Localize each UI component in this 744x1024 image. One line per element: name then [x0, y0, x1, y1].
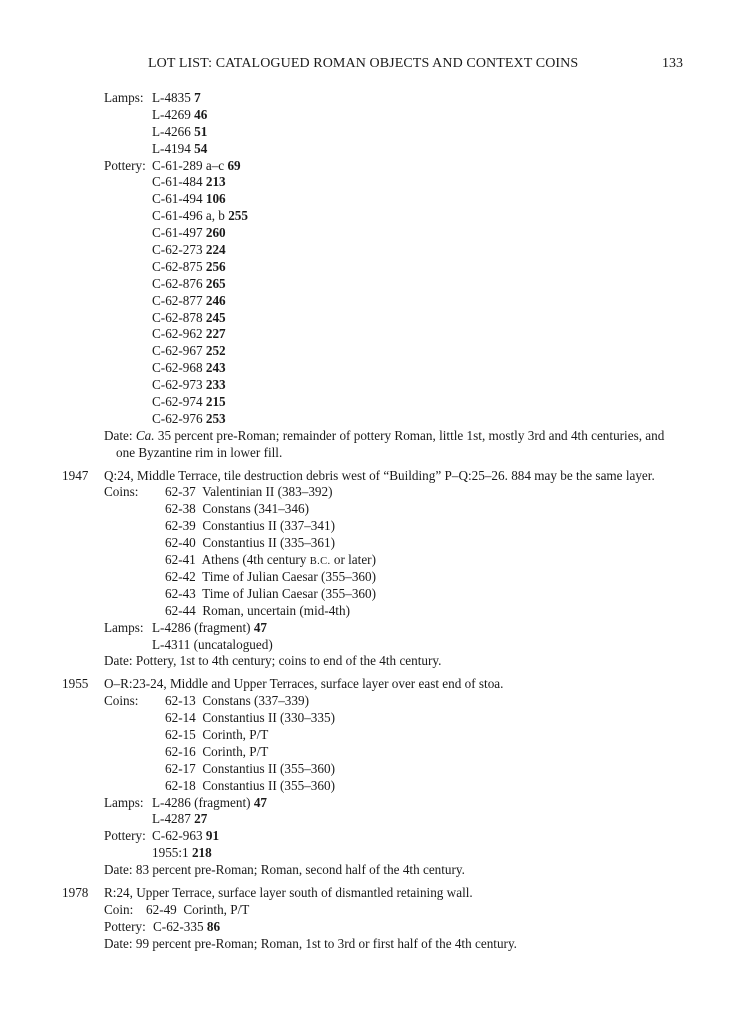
inventory-number: L-4287	[152, 811, 191, 827]
inventory-number: C-62-876	[152, 275, 203, 291]
era-abbreviation: B.C.	[309, 556, 331, 568]
lot-1978	[0, 885, 744, 953]
list-item	[0, 569, 744, 586]
list-item	[0, 411, 744, 428]
list-item	[0, 225, 744, 242]
list-item	[0, 620, 744, 637]
catalogue-number: 46	[194, 106, 208, 122]
catalogue-number: 213	[205, 174, 226, 190]
catalogue-number: 256	[205, 258, 226, 274]
coin-description: Valentinian II (383–392)	[202, 484, 333, 500]
coin-inventory: 62-14	[165, 710, 196, 726]
lot-number: 1978	[62, 884, 89, 900]
coin-description: Time of Julian Caesar (355–360)	[202, 568, 376, 584]
inventory-number: C-61-494	[152, 191, 203, 207]
list-item	[0, 552, 744, 569]
lot-description: Q:24, Middle Terrace, tile destruction debris west of “Building” P–Q:25–26. 884 may be the same layer.	[104, 467, 655, 483]
catalogue-number: 224	[205, 242, 226, 258]
coin-description: Corinth, P/T	[183, 901, 250, 917]
inventory-number: C-62-335	[153, 918, 204, 934]
list-item	[0, 293, 744, 310]
list-item	[0, 90, 744, 107]
lot-1955	[0, 676, 744, 879]
catalogue-number: 69	[227, 157, 241, 173]
catalogue-number: 106	[205, 191, 226, 207]
coin-inventory: 62-16	[165, 743, 196, 759]
coin-inventory: 62-17	[165, 760, 196, 776]
coin-description: Corinth, P/T	[202, 726, 269, 742]
inventory-number: C-62-273	[152, 242, 203, 258]
list-item	[0, 360, 744, 377]
coin-description: Constans (341–346)	[202, 501, 309, 517]
coins-label: Coins:	[104, 484, 139, 500]
coin-inventory: 62-38	[165, 501, 196, 517]
pottery-label: Pottery:	[104, 828, 146, 844]
date-text: Date: Pottery, 1st to 4th century; coins to end of the 4th century.	[104, 653, 442, 669]
coin-description: Corinth, P/T	[202, 743, 269, 759]
inventory-number: C-62-976	[152, 410, 203, 426]
list-item	[0, 259, 744, 276]
catalogue-number: 91	[205, 828, 220, 844]
list-item	[0, 535, 744, 552]
coin-description: Constans (337–339)	[202, 693, 309, 709]
lot-1947	[0, 468, 744, 671]
coin-inventory: 62-18	[165, 777, 196, 793]
pottery-label: Pottery:	[104, 157, 146, 173]
list-item	[0, 744, 744, 761]
inventory-number: 1955:1	[152, 845, 189, 861]
lot-number: 1955	[62, 676, 89, 692]
catalogue-number: 47	[253, 619, 267, 635]
inventory-number: C-62-973	[152, 377, 203, 393]
list-item	[0, 586, 744, 603]
list-item	[0, 845, 744, 862]
catalogue-number: 47	[253, 794, 267, 810]
lot-number: 1947	[62, 467, 89, 483]
list-item	[0, 828, 744, 845]
lot-heading	[0, 676, 744, 693]
coin-description: Roman, uncertain (mid-4th)	[202, 602, 350, 618]
list-item	[0, 501, 744, 518]
pottery-label: Pottery:	[104, 918, 146, 934]
catalogue-number: 215	[205, 394, 226, 410]
list-item	[0, 191, 744, 208]
list-item	[0, 377, 744, 394]
list-item	[0, 174, 744, 191]
catalogue-number: 265	[205, 275, 226, 291]
list-item	[0, 141, 744, 158]
catalogue-number: 7	[194, 90, 201, 105]
list-item	[0, 761, 744, 778]
catalogue-number: 218	[191, 845, 212, 861]
date-text-continued: one Byzantine rim in lower fill.	[116, 444, 283, 460]
coin-description: Time of Julian Caesar (355–360)	[202, 585, 376, 601]
list-item	[0, 778, 744, 795]
inventory-number: C-61-497	[152, 225, 203, 241]
date-text: Date: 99 percent pre-Roman; Roman, 1st to 3rd or first half of the 4th century.	[104, 935, 517, 951]
lot-heading	[0, 468, 744, 485]
coin-description: Constantius II (335–361)	[202, 535, 335, 551]
coin-description: Constantius II (330–335)	[202, 710, 335, 726]
date-line-continued	[0, 445, 744, 462]
coins-label: Coins:	[104, 693, 139, 709]
catalogue-number: 27	[194, 811, 208, 827]
list-item	[0, 919, 744, 936]
lot-heading	[0, 885, 744, 902]
coin-description: Constantius II (355–360)	[202, 760, 335, 776]
date-ca: Ca.	[135, 427, 155, 443]
list-item	[0, 326, 744, 343]
lamps-label: Lamps:	[104, 794, 144, 810]
list-item	[0, 343, 744, 360]
coin-description: Constantius II (337–341)	[202, 518, 335, 534]
coin-description: Constantius II (355–360)	[202, 777, 335, 793]
lamps-label: Lamps:	[104, 619, 144, 635]
list-item	[0, 518, 744, 535]
coin-inventory: 62-43	[165, 585, 196, 601]
coin-inventory: 62-42	[165, 568, 196, 584]
catalogue-number: 252	[205, 343, 226, 359]
coin-inventory: 62-13	[165, 693, 196, 709]
catalogue-number: 260	[205, 225, 226, 241]
date-prefix: Date:	[104, 427, 136, 443]
coin-description: Athens (4th century	[201, 552, 307, 568]
inventory-number: C-62-877	[152, 292, 203, 308]
lamps-label: Lamps:	[104, 90, 144, 105]
catalogue-number: 255	[228, 208, 248, 224]
list-item	[0, 902, 744, 919]
coin-inventory: 62-39	[165, 518, 196, 534]
inventory-number: C-62-875	[152, 258, 203, 274]
catalogue-number: 51	[194, 123, 208, 139]
list-item	[0, 208, 744, 225]
coin-inventory: 62-41	[165, 552, 196, 568]
list-item	[0, 394, 744, 411]
coin-inventory: 62-37	[165, 484, 196, 500]
inventory-number: C-62-878	[152, 309, 203, 325]
inventory-number: L-4266	[152, 123, 191, 139]
inventory-number: C-61-484	[152, 174, 203, 190]
lot-description: O–R:23-24, Middle and Upper Terraces, surface layer over east end of stoa.	[104, 676, 504, 692]
list-item	[0, 693, 744, 710]
catalogue-number: 54	[194, 140, 208, 156]
inventory-number: C-61-496 a, b	[152, 208, 225, 224]
coin-description-end: or later)	[330, 552, 376, 568]
catalogue-number: 233	[205, 377, 226, 393]
list-item	[0, 484, 744, 501]
inventory-number: L-4286 (fragment)	[152, 619, 251, 635]
list-item	[0, 710, 744, 727]
inventory-number: L-4194	[152, 140, 191, 156]
coin-inventory: 62-15	[165, 726, 196, 742]
inventory-number: L-4835	[152, 90, 191, 105]
catalogue-number: 245	[205, 309, 226, 325]
catalogue-number: 86	[206, 918, 221, 934]
list-item	[0, 242, 744, 259]
list-item	[0, 276, 744, 293]
catalogue-number: 246	[205, 292, 226, 308]
inventory-number: C-62-963	[152, 828, 203, 844]
list-item	[0, 795, 744, 812]
list-item	[0, 637, 744, 654]
date-line	[0, 936, 744, 953]
running-header	[0, 56, 744, 74]
inventory-number: C-62-962	[152, 326, 203, 342]
coin-inventory: 62-40	[165, 535, 196, 551]
list-item	[0, 727, 744, 744]
inventory-number: L-4269	[152, 106, 191, 122]
catalogue-number: 227	[205, 326, 226, 342]
lot-list	[0, 90, 744, 953]
inventory-number: C-61-289 a–c	[152, 157, 225, 173]
date-text: 35 percent pre-Roman; remainder of pottery Roman, little 1st, mostly 3rd and 4th centuries, and	[154, 427, 665, 443]
inventory-number: C-62-968	[152, 360, 203, 376]
list-item	[0, 811, 744, 828]
catalogue-number: 253	[205, 410, 226, 426]
inventory-number: L-4311 (uncatalogued)	[152, 636, 273, 652]
inventory-number: L-4286 (fragment)	[152, 794, 251, 810]
list-item	[0, 603, 744, 620]
page-number: 133	[662, 56, 683, 71]
date-line	[0, 653, 744, 670]
lot-continued	[0, 90, 744, 462]
coin-inventory: 62-49	[146, 901, 177, 917]
inventory-number: C-62-967	[152, 343, 203, 359]
coin-inventory: 62-44	[165, 602, 196, 618]
catalogue-number: 243	[205, 360, 226, 376]
date-line	[0, 428, 744, 445]
list-item	[0, 158, 744, 175]
list-item	[0, 107, 744, 124]
date-text: Date: 83 percent pre-Roman; Roman, second half of the 4th century.	[104, 862, 465, 878]
inventory-number: C-62-974	[152, 394, 203, 410]
date-line	[0, 862, 744, 879]
coin-label: Coin:	[104, 901, 134, 917]
list-item	[0, 310, 744, 327]
list-item	[0, 124, 744, 141]
lot-description: R:24, Upper Terrace, surface layer south of dismantled retaining wall.	[104, 884, 473, 900]
running-title: LOT LIST: CATALOGUED ROMAN OBJECTS AND CONTEXT COINS	[148, 56, 579, 71]
